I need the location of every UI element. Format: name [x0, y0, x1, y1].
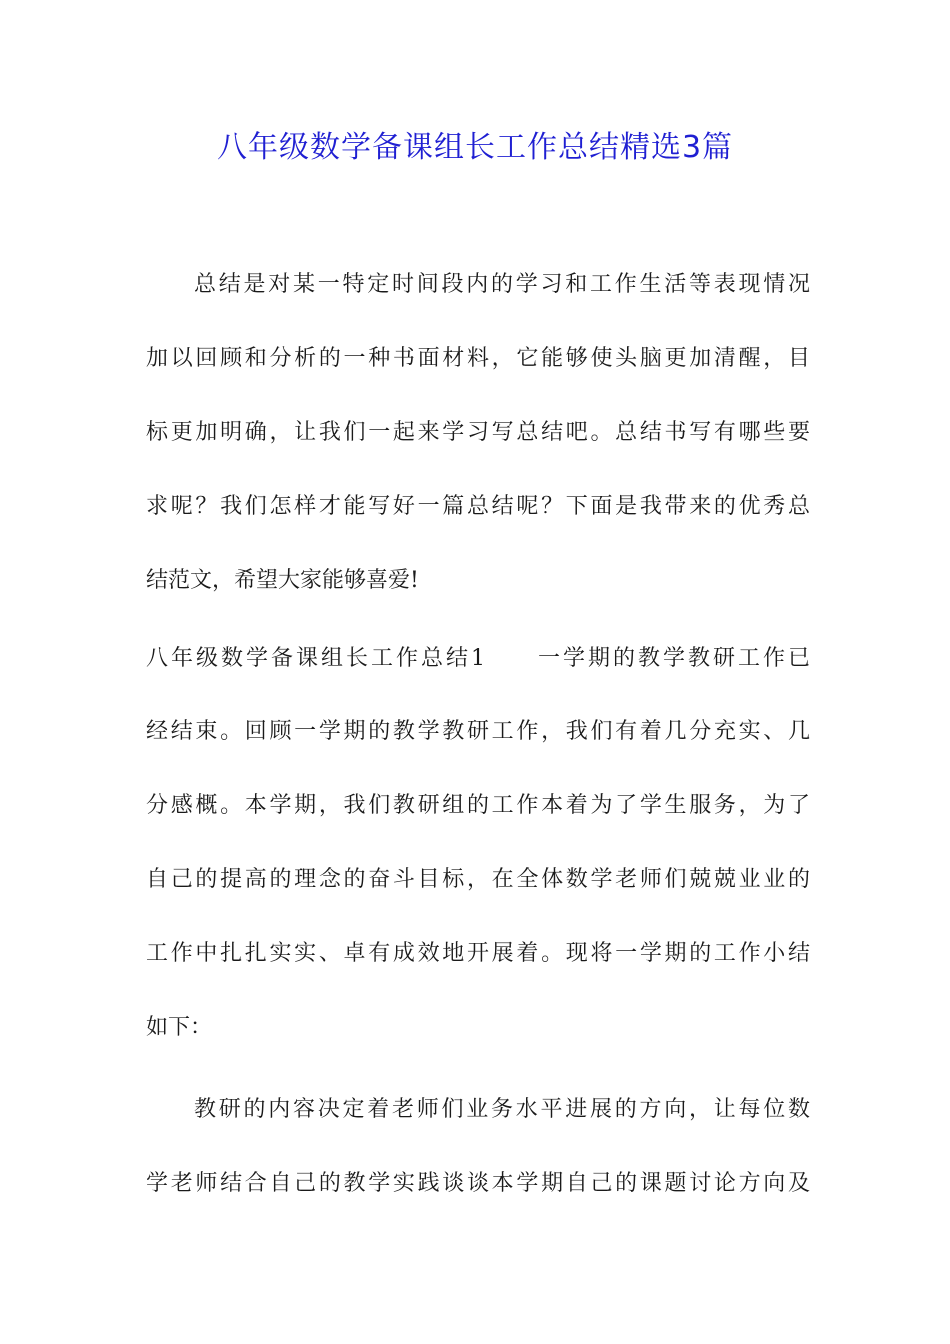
paragraph-line: 求呢？我们怎样才能写好一篇总结呢？下面是我带来的优秀总: [146, 494, 810, 519]
paragraph-line: 经结束。回顾一学期的教学教研工作，我们有着几分充实、几: [146, 719, 810, 744]
paragraph-line: 如下：: [146, 1015, 213, 1040]
section-heading-line: 八年级数学备课组长工作总结1 一学期的教学教研工作已: [146, 646, 810, 671]
document-title: 八年级数学备课组长工作总结精选3篇: [216, 130, 734, 165]
paragraph-line: 教研的内容决定着老师们业务水平进展的方向，让每位数: [194, 1097, 810, 1122]
paragraph-line: 工作中扎扎实实、卓有成效地开展着。现将一学期的工作小结: [146, 941, 810, 966]
paragraph-line: 标更加明确，让我们一起来学习写总结吧。总结书写有哪些要: [146, 420, 810, 445]
paragraph-line: 自己的提高的理念的奋斗目标，在全体数学老师们兢兢业业的: [146, 867, 810, 892]
paragraph-line: 分感概。本学期，我们教研组的工作本着为了学生服务，为了: [146, 793, 810, 818]
paragraph-line: 结范文，希望大家能够喜爱!: [146, 568, 419, 593]
paragraph-line: 加以回顾和分析的一种书面材料，它能够使头脑更加清醒，目: [146, 346, 810, 371]
paragraph-line: 学老师结合自己的教学实践谈谈本学期自己的课题讨论方向及: [146, 1171, 810, 1196]
paragraph-line: 总结是对某一特定时间段内的学习和工作生活等表现情况: [194, 272, 810, 297]
